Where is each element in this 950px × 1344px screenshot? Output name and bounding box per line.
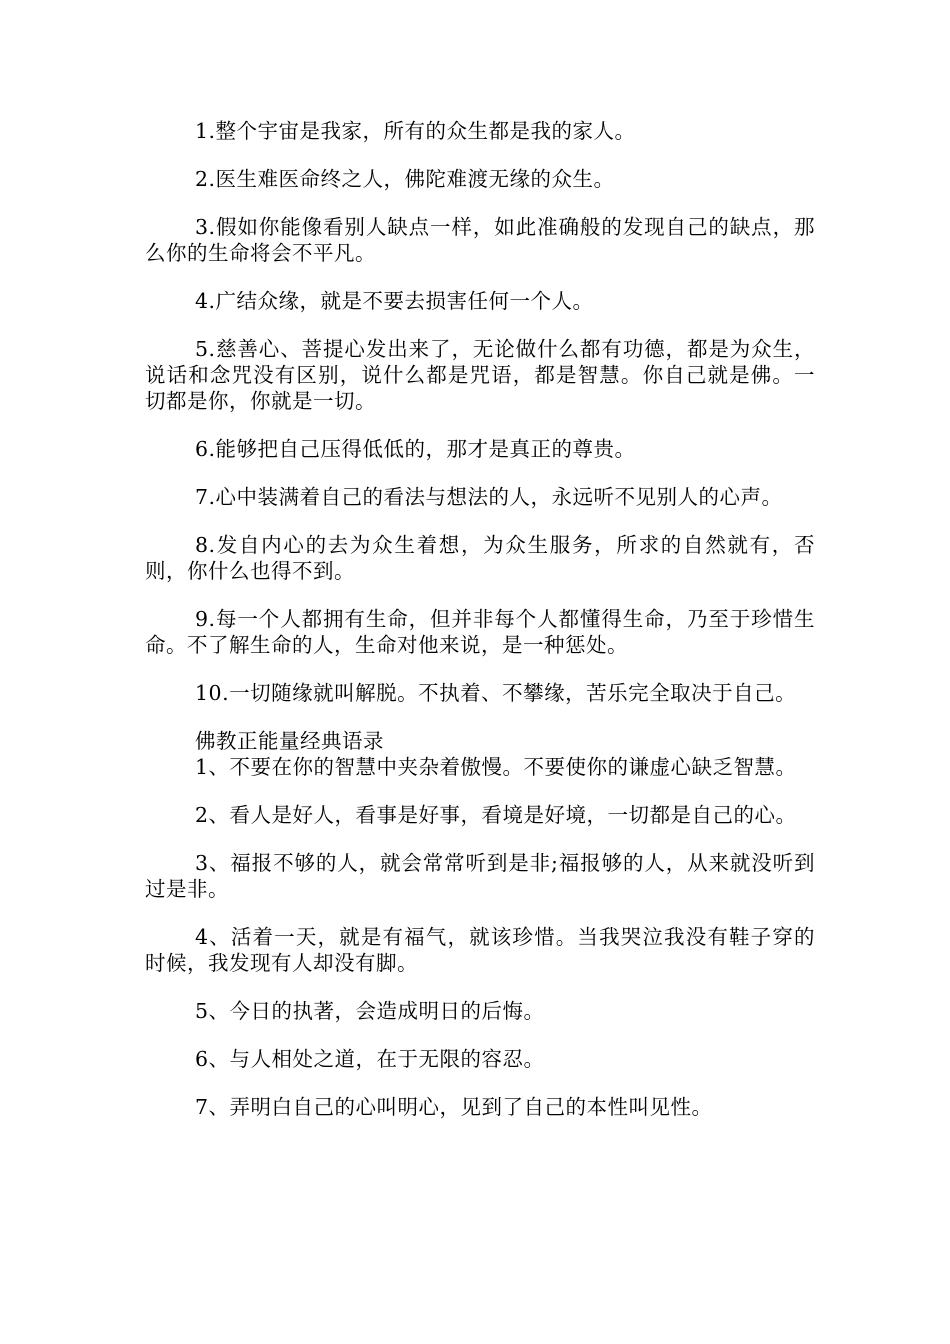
quote-paragraph: 6.能够把自己压得低低的，那才是真正的尊贵。 [195,437,636,461]
quote-paragraph: 7、弄明白自己的心叫明心，见到了自己的本性叫见性。 [195,1095,713,1119]
quote-paragraph: 3.假如你能像看别人缺点一样，如此准确般的发现自己的缺点，那么你的生命将会不平凡。 [145,215,815,265]
quote-paragraph: 5、今日的执著，会造成明日的后悔。 [195,999,545,1023]
quote-paragraph: 6、与人相处之道，在于无限的容忍。 [195,1047,545,1071]
quote-paragraph: 5.慈善心、菩提心发出来了，无论做什么都有功德，都是为众生，说话和念咒没有区别，说什么都是咒语，都是智慧。你自己就是佛。一切都是你，你就是一切。 [145,337,815,413]
document-body [145,118,815,1142]
quote-paragraph: 4、活着一天，就是有福气，就该珍惜。当我哭泣我没有鞋子穿的时候，我发现有人却没有脚。 [145,925,815,975]
quote-paragraph: 8.发自内心的去为众生着想，为众生服务，所求的自然就有，否则，你什么也得不到。 [145,533,815,583]
quote-paragraph: 2、看人是好人，看事是好事，看境是好境，一切都是自己的心。 [195,803,797,827]
quote-paragraph: 10.一切随缘就叫解脱。不执着、不攀缘，苦乐完全取决于自己。 [195,681,797,705]
quote-paragraph: 2.医生难医命终之人，佛陀难渡无缘的众生。 [195,167,615,191]
quote-paragraph: 9.每一个人都拥有生命，但并非每个人都懂得生命，乃至于珍惜生命。不了解生命的人，生命对他来说，是一种惩处。 [145,607,815,657]
quote-paragraph: 4.广结众缘，就是不要去损害任何一个人。 [195,289,594,313]
quote-paragraph: 1、不要在你的智慧中夹杂着傲慢。不要使你的谦虚心缺乏智慧。 [195,755,797,779]
section-heading: 佛教正能量经典语录 [195,729,384,753]
quote-paragraph: 7.心中装满着自己的看法与想法的人，永远听不见别人的心声。 [195,485,783,509]
quote-paragraph: 1.整个宇宙是我家，所有的众生都是我的家人。 [195,119,636,143]
quote-paragraph: 3、福报不够的人，就会常常听到是非;福报够的人，从来就没听到过是非。 [145,851,815,901]
